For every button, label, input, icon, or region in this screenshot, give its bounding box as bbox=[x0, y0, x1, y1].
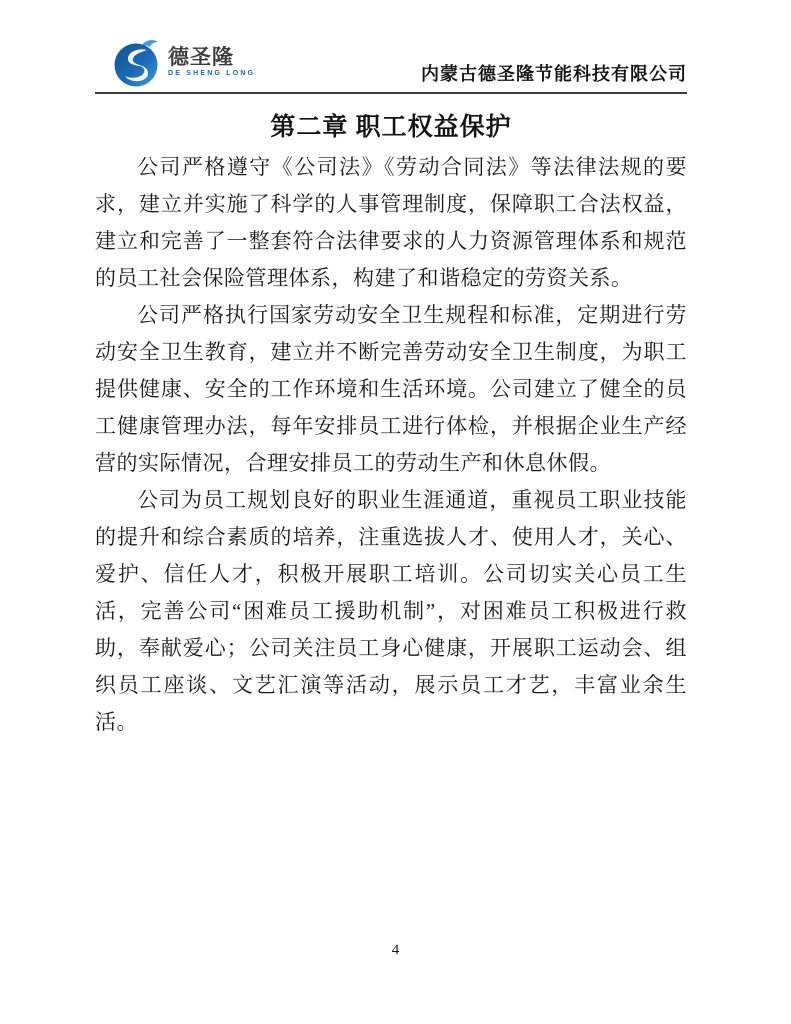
chapter-title: 第二章 职工权益保护 bbox=[270, 114, 512, 141]
document-content bbox=[95, 107, 687, 741]
header-company-name: 内蒙古德圣隆节能科技有限公司 bbox=[421, 64, 687, 85]
company-logo bbox=[111, 36, 255, 88]
body-paragraph-2: 公司严格执行国家劳动安全卫生规程和标准，定期进行劳动安全卫生教育，建立并不断完善劳动安全卫生制度，为职工提供健康、安全的工作环境和生活环境。公司建立了健全的员工健康管理办法，每年安排员工进行体检，并根据企业生产经营的实际情况，合理安排员工的劳动生产和休息休假。 bbox=[95, 303, 687, 475]
body-paragraph-3: 公司为员工规划良好的职业生涯通道，重视员工职业技能的提升和综合素质的培养，注重选拔人才、使用人才，关心、爱护、信任人才，积极开展职工培训。公司切实关心员工生活，完善公司“困难员工援助机制”，对困难员工积极进行救助，奉献爱心；公司关注员工身心健康，开展职工运动会、组织员工座谈、文艺汇演等活动，展示员工才艺，丰富业余生活。 bbox=[95, 488, 687, 734]
logo-text bbox=[168, 47, 255, 77]
logo-chinese-name: 德圣隆 bbox=[168, 46, 234, 69]
page-header bbox=[95, 36, 687, 94]
page-number: 4 bbox=[391, 942, 400, 958]
chapter-body bbox=[95, 149, 687, 741]
body-paragraph-1: 公司严格遵守《公司法》《劳动合同法》等法律法规的要求，建立并实施了科学的人事管理制度，保障职工合法权益，建立和完善了一整套符合法律要求的人力资源管理体系和规范的员工社会保险管理体系，构建了和谐稳定的劳资关系。 bbox=[95, 155, 687, 290]
dragon-s-logo-icon bbox=[111, 36, 163, 88]
logo-english-name: DE SHENG LONG bbox=[168, 70, 256, 77]
